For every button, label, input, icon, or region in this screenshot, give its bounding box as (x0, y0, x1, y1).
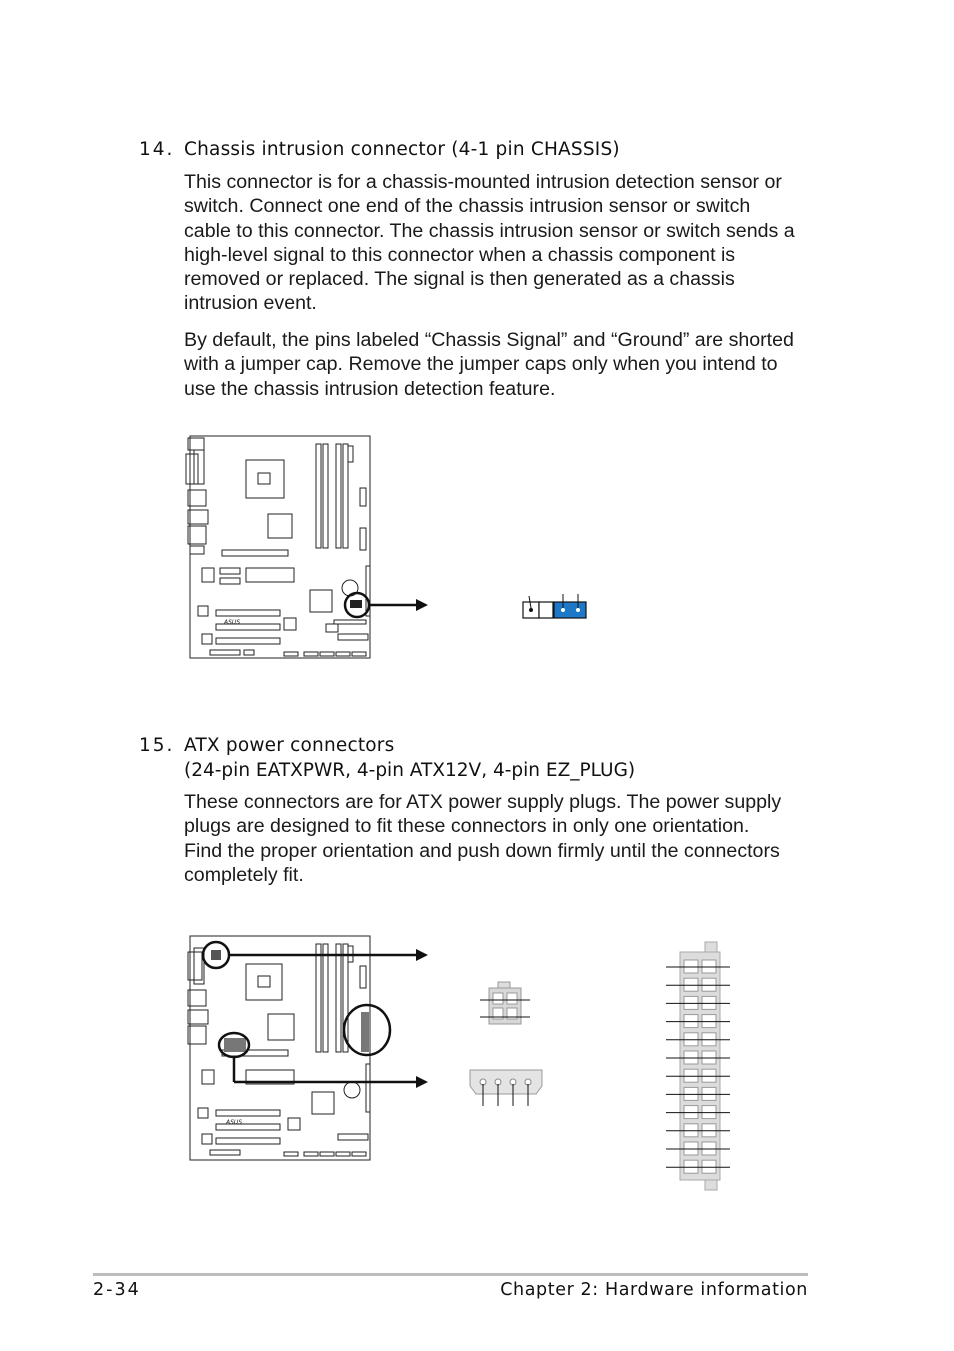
text-line: These connectors are for ATX power supply plugs. The power supply (184, 791, 782, 813)
text-line: By default, the pins labeled “Chassis Signal” and “Ground” are shorted (184, 329, 794, 351)
text-line: cable to this connector. The chassis intrusion sensor or switch sends a (184, 219, 795, 242)
section-15-heading-line-2: (24-pin EATXPWR, 4-pin ATX12V, 4-pin EZ_PLUG) (184, 760, 636, 781)
cpu-socket (246, 460, 284, 498)
arrow-right-icon (416, 599, 428, 611)
text-line: plugs are designed to fit these connectors in only one orientation. (184, 815, 750, 838)
section-15-heading (139, 735, 394, 756)
text-line: This connector is for a chassis-mounted intrusion detection sensor or (184, 171, 782, 193)
section-title: ATX power connectors (184, 735, 395, 756)
page-number: 2-34 (93, 1280, 141, 1300)
connector-pin (702, 1015, 716, 1028)
connector-pin (684, 1160, 698, 1173)
connector-pin (684, 1069, 698, 1082)
cpu-socket (246, 964, 282, 1000)
chapter-title: Chapter 2: Hardware information (500, 1280, 808, 1300)
connector-pin (702, 1160, 716, 1173)
text-line: completely fit. (184, 863, 304, 886)
ez-plug-connector (470, 1070, 542, 1106)
atx12v-location (211, 950, 221, 960)
atx12v-connector (480, 982, 530, 1024)
jumper-cap (554, 602, 586, 618)
footer-rule (93, 1273, 808, 1276)
connector-pin (684, 1106, 698, 1119)
text-line: switch. Connect one end of the chassis intrusion sensor or switch (184, 195, 751, 218)
eatxpwr-24pin-connector (666, 942, 730, 1190)
chassis-connector-closeup (523, 594, 586, 618)
arrow-right-icon (416, 1076, 428, 1088)
text-line: intrusion event. (184, 292, 317, 315)
section-14-heading (139, 139, 620, 160)
power-connectors-figure (180, 930, 750, 1200)
board-logo: ASUS (224, 619, 241, 626)
connector-pin (702, 1069, 716, 1082)
text-line: with a jumper cap. Remove the jumper caps only when you intend to (184, 353, 778, 376)
section-14-paragraph-1 (184, 170, 814, 316)
chassis-header-location (350, 600, 362, 608)
arrow-right-icon (416, 949, 428, 961)
connector-pin (684, 1015, 698, 1028)
section-number: 15. (139, 735, 175, 756)
text-line: removed or replaced. The signal is then generated as a chassis (184, 268, 735, 291)
section-number: 14. (139, 139, 175, 160)
text-line: use the chassis intrusion detection feature. (184, 377, 556, 400)
battery (344, 1082, 360, 1098)
chassis-connector-figure (180, 428, 610, 668)
connector-pin (702, 1106, 716, 1119)
text-line: Find the proper orientation and push down firmly until the connectors (184, 839, 780, 862)
text-line: high-level signal to this connector when a chassis component is (184, 243, 736, 266)
section-14-paragraph-2 (184, 328, 814, 401)
board-logo: ASUS (226, 1119, 243, 1126)
section-15-paragraph (184, 790, 814, 887)
section-title: Chassis intrusion connector (4-1 pin CHASSIS) (184, 139, 620, 160)
